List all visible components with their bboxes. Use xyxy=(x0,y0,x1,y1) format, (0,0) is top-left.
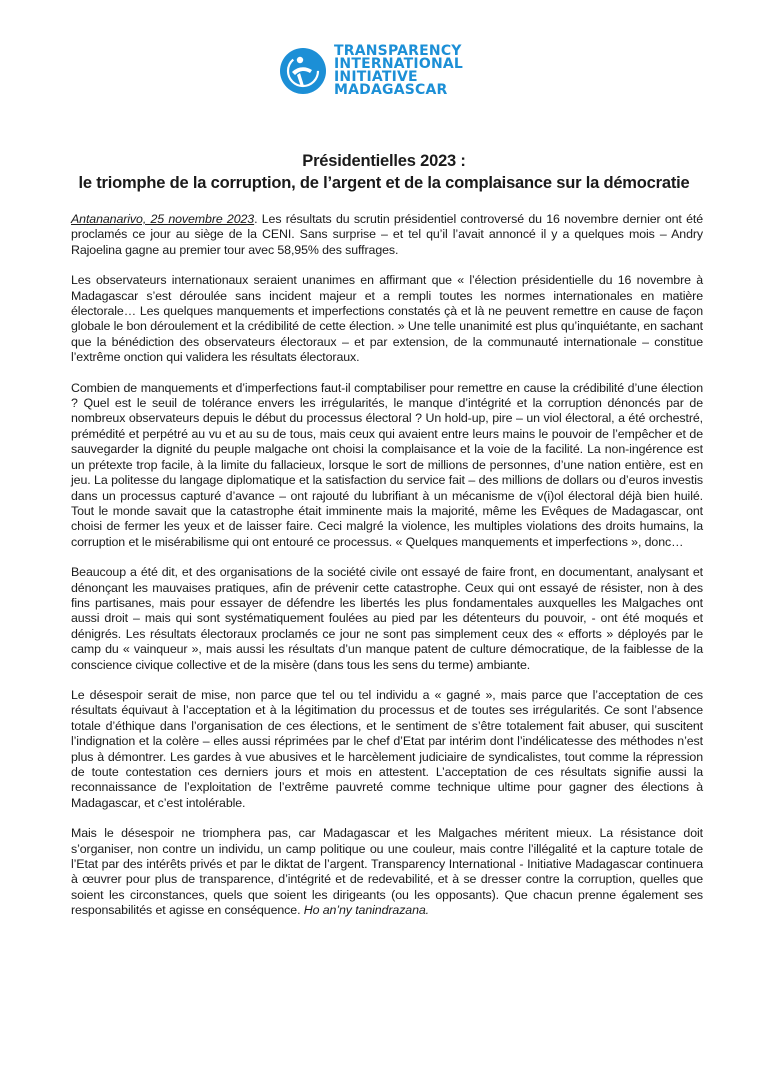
document-body xyxy=(71,212,703,934)
logo-wordmark xyxy=(334,45,463,97)
header-logo xyxy=(278,40,463,102)
document-title xyxy=(40,150,728,194)
transparency-logo-icon xyxy=(278,46,328,96)
paragraph-6 xyxy=(71,826,703,918)
title-line-2: le triomphe de la corruption, de l’argent et de la complaisance sur la démocratie xyxy=(78,174,690,192)
paragraph-1 xyxy=(71,212,703,258)
closing-phrase: Ho an’ny tanindrazana. xyxy=(303,903,429,918)
paragraph-4: Beaucoup a été dit, et des organisations de la société civile ont essayé de faire front, en documentant, analysant et dénonçant les mauvaises pratiques, afin de prévenir cette catastrophe. Ceux qui ont essayé de résister, non à des fins partisanes, mais pour essayer de défendre les libertés les plus fondamentales auxquelles les Malgaches ont aussi droit – mais qui sont systématiquement foulées au pied par les détenteurs du pouvoir, - ont été moqués et dénigrés. Les résultats électoraux proclamés ce jour ne sont pas simplement ceux des « efforts » déployés par le camp du « vainqueur », mais aussi les résultats d’un manque patent de culture démocratique, de la faiblesse de la conscience civique collective et de la misère (dans tous les sens du terme) ambiante. xyxy=(71,565,703,672)
title-line-1: Présidentielles 2023 : xyxy=(302,152,466,170)
logo-line-3: INITIATIVE xyxy=(334,69,418,85)
paragraph-6-text: Mais le désespoir ne triomphera pas, car Madagascar et les Malgaches méritent mieux. La résistance doit s’organiser, non contre un individu, un camp politique ou une couleur, mais contre l’illégalité et la capture totale de l’Etat par des intérêts privés et par le diktat de l’argent. Transparency International - Initiative Madagascar continuera à œuvrer pour plus de transparence, d’intégrité et de redevabilité, et à se dresser contre la corruption, quelles que soient les circonstances, quels que soient les dirigeants (ou les opposants). Que chacun prenne également ses responsabilités et agisse en conséquence. xyxy=(71,826,703,918)
logo-line-4: MADAGASCAR xyxy=(334,82,448,98)
dateline: Antananarivo, 25 novembre 2023 xyxy=(71,212,255,226)
logo-line-2: INTERNATIONAL xyxy=(334,56,464,72)
logo-line-1: TRANSPARENCY xyxy=(334,43,462,59)
paragraph-3: Combien de manquements et d’imperfections faut-il comptabiliser pour remettre en cause la crédibilité d’une élection ? Quel est le seuil de tolérance envers les irrégularités, le manque d’intégrité et la corruption dénoncés par de nombreux observateurs depuis le début du processus électoral ? Un hold-up, pire – un viol électoral, a été orchestré, prémédité et perpétré au vu et au su de tous, mais ceux qui avaient entre leurs mains le pouvoir de l’empêcher et de sauvegarder la dignité du peuple malgache ont choisi la complaisance et la voie de la facilité. La non-ingérence est un prétexte trop facile, à la limite du fallacieux, lorsque le sort de millions de personnes, d’une nation entière, est en jeu. La politesse du langage diplomatique et la satisfaction du service fait – des millions de dollars ou d’euros investis dans un processus capturé d’avance – ont rajouté du lubrifiant à un mécanisme de v(i)ol électoral déjà bien huilé. Tout le monde savait que la catastrophe était imminente mais la majorité, même les Evêques de Madagascar, ont choisi de fermer les yeux et de laisser faire. Ceci malgré la violence, les multiples violations des droits humains, la corruption et le misérabilisme qui ont entouré ce processus. « Quelques manquements et imperfections », donc… xyxy=(71,380,703,549)
paragraph-5: Le désespoir serait de mise, non parce que tel ou tel individu a « gagné », mais parce que l’acceptation de ces résultats équivaut à l’acceptation et à la légitimation du processus et de toutes ses irrégularités. Ce sont l’absence totale d’éthique dans l’organisation de ces élections, et le sentiment de s’être totalement fait abuser, qui suscitent l’indignation et la colère – elles aussi réprimées par le chef d’Etat par intérim dont l’indélicatesse des méthodes n’est plus à démontrer. Les gardes à vue abusives et le harcèlement judiciaire de syndicalistes, tout comme la répression de toute contestation ces derniers jours et mois en attestent. L’acceptation de ces résultats signifie aussi la reconnaissance de l’exploitation de l’extrême pauvreté comme technique ultime pour gagner des élections à Madagascar, et c’est intolérable. xyxy=(71,687,703,810)
paragraph-2: Les observateurs internationaux seraient unanimes en affirmant que « l’élection présidentielle du 16 novembre à Madagascar s’est déroulée sans incident majeur et a rempli toutes les normes internationales en matière électorale… Les quelques manquements et imperfections constatés çà et là ne peuvent remettre en cause de façon globale le bon déroulement et la crédibilité de cette élection. » Une telle unanimité est plus qu’inquiétante, en sachant que la bénédiction des observateurs électoraux – et par extension, de la communauté internationale – constitue l’extrême onction qui validera les résultats électoraux. xyxy=(71,273,703,365)
paragraph-1-text: . Les résultats du scrutin présidentiel controversé du 16 novembre dernier ont été proclamés ce jour au siège de la CENI. Sans surprise – et tel qu’il l’avait annoncé il y a quelques mois – Andry Rajoelina gagne au premier tour avec 58,95% des suffrages. xyxy=(71,212,703,257)
